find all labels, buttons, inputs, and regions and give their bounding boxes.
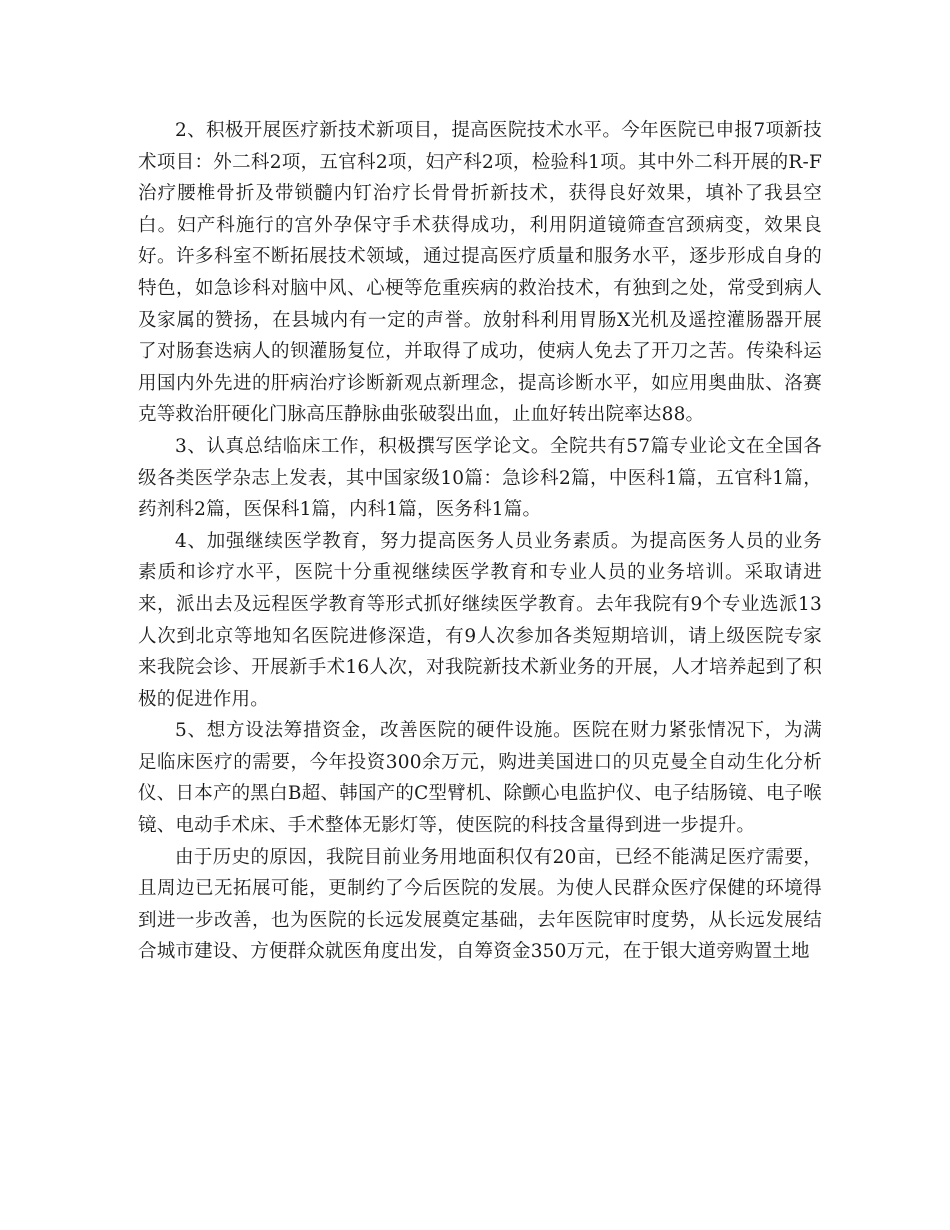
- document-body: [138, 115, 822, 968]
- paragraph-continuing-education: 4、加强继续医学教育，努力提高医务人员业务素质。为提高医务人员的业务素质和诊疗水平，医院十分重视继续医学教育和专业人员的业务培训。采取请进来，派出去及远程医学教育等形式抓好继续医学教育。去年我院有9个专业选派13人次到北京等地知名医院进修深造，有9人次参加各类短期培训，请上级医院专家来我院会诊、开展新手术16人次，对我院新技术新业务的开展，人才培养起到了积极的促进作用。: [138, 530, 822, 710]
- paragraph-hardware-facilities: 5、想方设法筹措资金，改善医院的硬件设施。医院在财力紧张情况下，为满足临床医疗的需要，今年投资300余万元，购进美国进口的贝克曼全自动生化分析仪、日本产的黑白B超、韩国产的C型臂机、除颤心电监护仪、电子结肠镜、电子喉镜、电动手术床、手术整体无影灯等，使医院的科技含量得到进一步提升。: [138, 720, 822, 837]
- paragraph-medical-papers: 3、认真总结临床工作，积极撰写医学论文。全院共有57篇专业论文在全国各级各类医学杂志上发表，其中国家级10篇：急诊科2篇，中医科1篇，五官科1篇，药剂科2篇，医保科1篇，内科1篇，医务科1篇。: [138, 435, 822, 521]
- paragraph-land-expansion: 由于历史的原因，我院目前业务用地面积仅有20亩，已经不能满足医疗需要，且周边已无拓展可能，更制约了今后医院的发展。为使人民群众医疗保健的环境得到进一步改善，也为医院的长远发展奠定基础，去年医院审时度势，从长远发展结合城市建设、方便群众就医角度出发，自筹资金350万元，在于银大道旁购置土地: [138, 846, 822, 963]
- paragraph-new-technology: 2、积极开展医疗新技术新项目，提高医院技术水平。今年医院已申报7项新技术项目：外二科2项，五官科2项，妇产科2项，检验科1项。其中外二科开展的R-F治疗腰椎骨折及带锁髓内钉治疗长骨骨折新技术，获得良好效果，填补了我县空白。妇产科施行的宫外孕保守手术获得成功，利用阴道镜筛查宫颈病变，效果良好。许多科室不断拓展技术领域，通过提高医疗质量和服务水平，逐步形成自身的特色，如急诊科对脑中风、心梗等危重疾病的救治技术，有独到之处，常受到病人及家属的赞扬，在县城内有一定的声誉。放射科利用胃肠X光机及遥控灌肠器开展了对肠套迭病人的钡灌肠复位，并取得了成功，使病人免去了开刀之苦。传染科运用国内外先进的肝病治疗诊断新观点新理念，提高诊断水平，如应用奥曲肽、洛赛克等救治肝硬化门脉高压静脉曲张破裂出血，止血好转出院率达88。: [138, 120, 822, 426]
